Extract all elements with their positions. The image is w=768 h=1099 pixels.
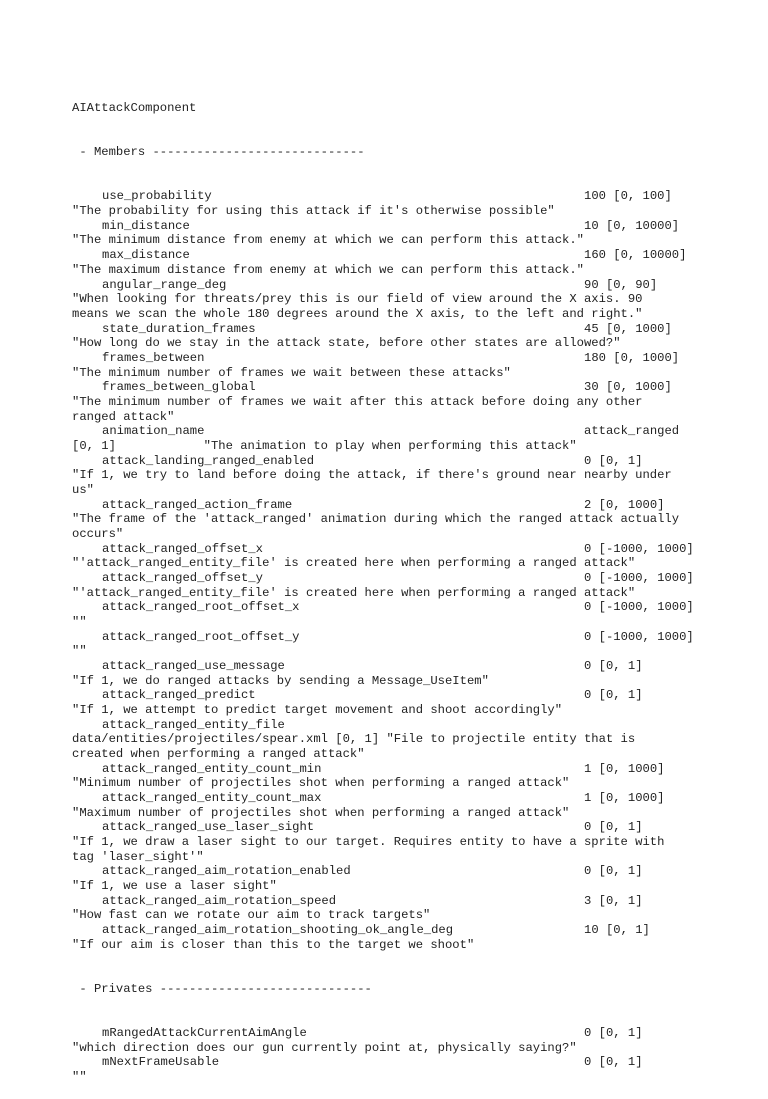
member-description: "'attack_ranged_entity_file' is created here when performing a ranged attack" (72, 556, 636, 571)
member-name: attack_ranged_entity_count_min (102, 761, 322, 776)
member-entry (72, 278, 712, 322)
member-description: "If 1, we draw a laser sight to our target. Requires entity to have a sprite with (72, 835, 665, 850)
member-value: 2 [0, 1000] (584, 497, 665, 512)
member-description: ranged attack" (72, 409, 175, 424)
member-value: 0 [0, 1] (584, 658, 643, 673)
member-description: means we scan the whole 180 degrees around the X axis, to the left and right." (72, 306, 643, 321)
member-entry (72, 630, 712, 659)
member-entry (72, 189, 712, 218)
member-description: occurs" (72, 526, 124, 541)
member-name: angular_range_deg (102, 277, 227, 292)
member-value: 1 [0, 1000] (584, 761, 665, 776)
member-entry (72, 498, 712, 542)
member-row (72, 688, 712, 703)
member-entry (72, 248, 712, 277)
member-name: attack_ranged_entity_file (102, 717, 285, 732)
member-row (72, 248, 712, 263)
member-row (72, 189, 712, 204)
member-row (72, 322, 712, 337)
member-description: "The minimum number of frames we wait between these attacks" (72, 365, 511, 380)
member-description: [0, 1] "The animation to play when performing this attack" (72, 438, 577, 453)
member-value: 0 [0, 1] (584, 688, 643, 703)
members-header: - Members ----------------------------- (72, 145, 365, 160)
member-description: us" (72, 482, 94, 497)
member-row (72, 571, 712, 586)
member-entry (72, 688, 712, 717)
private-row (72, 1026, 712, 1041)
member-value: 0 [0, 1] (584, 864, 643, 879)
private-description: "" (72, 1069, 87, 1084)
member-description: "If 1, we attempt to predict target movement and shoot accordingly" (72, 702, 563, 717)
member-description: "The minimum number of frames we wait after this attack before doing any other (72, 394, 643, 409)
member-entry (72, 424, 712, 453)
member-row (72, 278, 712, 293)
member-description: "If our aim is closer than this to the target we shoot" (72, 937, 475, 952)
member-value: 45 [0, 1000] (584, 321, 672, 336)
member-row (72, 630, 712, 645)
member-entry (72, 894, 712, 923)
member-description: "The maximum distance from enemy at which we can perform this attack." (72, 262, 584, 277)
member-description: created when performing a ranged attack" (72, 747, 365, 761)
member-row (72, 380, 712, 395)
member-value: 0 [-1000, 1000] (584, 541, 694, 556)
member-entry (72, 454, 712, 498)
member-value: 3 [0, 1] (584, 893, 643, 908)
member-description: "If 1, we do ranged attacks by sending a Message_UseItem" (72, 673, 489, 688)
member-value: 0 [0, 1] (584, 820, 643, 835)
member-row (72, 424, 712, 439)
member-name: attack_ranged_aim_rotation_enabled (102, 864, 351, 879)
member-name: use_probability (102, 189, 212, 204)
member-entry (72, 571, 712, 600)
member-description: tag 'laser_sight'" (72, 849, 204, 864)
member-name: state_duration_frames (102, 321, 256, 336)
member-description: "The frame of the 'attack_ranged' animation during which the ranged attack actually (72, 512, 680, 527)
member-row (72, 219, 712, 234)
member-entry (72, 820, 712, 864)
member-name: animation_name (102, 424, 205, 439)
member-row (72, 454, 712, 469)
member-name: attack_ranged_use_message (102, 658, 285, 673)
member-value: 0 [-1000, 1000] (584, 600, 694, 615)
member-description: "The minimum distance from enemy at which we can perform this attack." (72, 233, 584, 248)
member-value: 10 [0, 1] (584, 923, 650, 938)
private-entry (72, 1026, 712, 1055)
member-entry (72, 600, 712, 629)
member-row (72, 718, 712, 733)
member-entry (72, 542, 712, 571)
member-entry (72, 718, 712, 762)
member-value: 10 [0, 10000] (584, 218, 680, 233)
private-entry (72, 1055, 712, 1084)
private-row (72, 1055, 712, 1070)
private-value: 0 [0, 1] (584, 1025, 643, 1040)
member-row (72, 351, 712, 366)
member-value: 0 [-1000, 1000] (584, 570, 694, 585)
member-description: "Minimum number of projectiles shot when performing a ranged attack" (72, 776, 570, 791)
member-name: attack_ranged_offset_x (102, 541, 263, 556)
member-row (72, 894, 712, 909)
component-title: AIAttackComponent (72, 101, 197, 116)
member-entry (72, 219, 712, 248)
member-entry (72, 380, 712, 424)
member-row (72, 864, 712, 879)
member-row (72, 600, 712, 615)
member-description: "If 1, we try to land before doing the attack, if there's ground near nearby under (72, 468, 672, 483)
member-name: attack_ranged_offset_y (102, 570, 263, 585)
component-doc (72, 72, 712, 1099)
member-description: "The probability for using this attack if it's otherwise possible" (72, 204, 555, 219)
member-description: data/entities/projectiles/spear.xml [0, 1] "File to projectile entity that is (72, 732, 636, 747)
member-description: "'attack_ranged_entity_file' is created here when performing a ranged attack" (72, 585, 636, 600)
members-list (72, 189, 712, 952)
private-description: "which direction does our gun currently point at, physically saying?" (72, 1040, 577, 1055)
member-entry (72, 351, 712, 380)
member-row (72, 820, 712, 835)
member-name: attack_ranged_aim_rotation_speed (102, 893, 337, 908)
member-entry (72, 791, 712, 820)
member-name: attack_ranged_root_offset_x (102, 600, 300, 615)
private-value: 0 [0, 1] (584, 1055, 643, 1070)
member-row (72, 923, 712, 938)
member-row (72, 498, 712, 513)
member-value: 0 [-1000, 1000] (584, 629, 694, 644)
member-name: frames_between (102, 350, 205, 365)
member-description: "When looking for threats/prey this is our field of view around the X axis. 90 (72, 292, 643, 307)
member-name: frames_between_global (102, 380, 256, 395)
member-description: "" (72, 644, 87, 659)
member-value: 180 [0, 1000] (584, 350, 680, 365)
member-name: attack_ranged_root_offset_y (102, 629, 300, 644)
member-name: max_distance (102, 248, 190, 263)
member-description: "Maximum number of projectiles shot when performing a ranged attack" (72, 805, 570, 820)
member-row (72, 542, 712, 557)
member-description: "How long do we stay in the attack state, before other states are allowed?" (72, 336, 621, 351)
member-name: attack_ranged_action_frame (102, 497, 293, 512)
member-value: 0 [0, 1] (584, 453, 643, 468)
member-entry (72, 864, 712, 893)
privates-list (72, 1026, 712, 1085)
member-name: attack_ranged_use_laser_sight (102, 820, 315, 835)
member-name: attack_landing_ranged_enabled (102, 453, 315, 468)
member-description: "How fast can we rotate our aim to track targets" (72, 908, 431, 923)
private-name: mRangedAttackCurrentAimAngle (102, 1025, 307, 1040)
privates-header: - Privates ----------------------------- (72, 981, 372, 996)
member-description: "If 1, we use a laser sight" (72, 879, 277, 894)
member-entry (72, 659, 712, 688)
member-entry (72, 762, 712, 791)
member-name: min_distance (102, 218, 190, 233)
member-entry (72, 322, 712, 351)
private-name: mNextFrameUsable (102, 1055, 220, 1070)
member-name: attack_ranged_predict (102, 688, 256, 703)
member-description: "" (72, 614, 87, 629)
member-value: 1 [0, 1000] (584, 791, 665, 806)
member-value: 100 [0, 100] (584, 189, 672, 204)
member-row (72, 659, 712, 674)
member-name: attack_ranged_entity_count_max (102, 791, 322, 806)
member-entry (72, 923, 712, 952)
member-row (72, 762, 712, 777)
member-name: attack_ranged_aim_rotation_shooting_ok_angle_deg (102, 923, 454, 938)
member-value: 90 [0, 90] (584, 277, 658, 292)
member-value: attack_ranged (584, 424, 680, 439)
member-row (72, 791, 712, 806)
member-value: 30 [0, 1000] (584, 380, 672, 395)
member-value: 160 [0, 10000] (584, 248, 687, 263)
